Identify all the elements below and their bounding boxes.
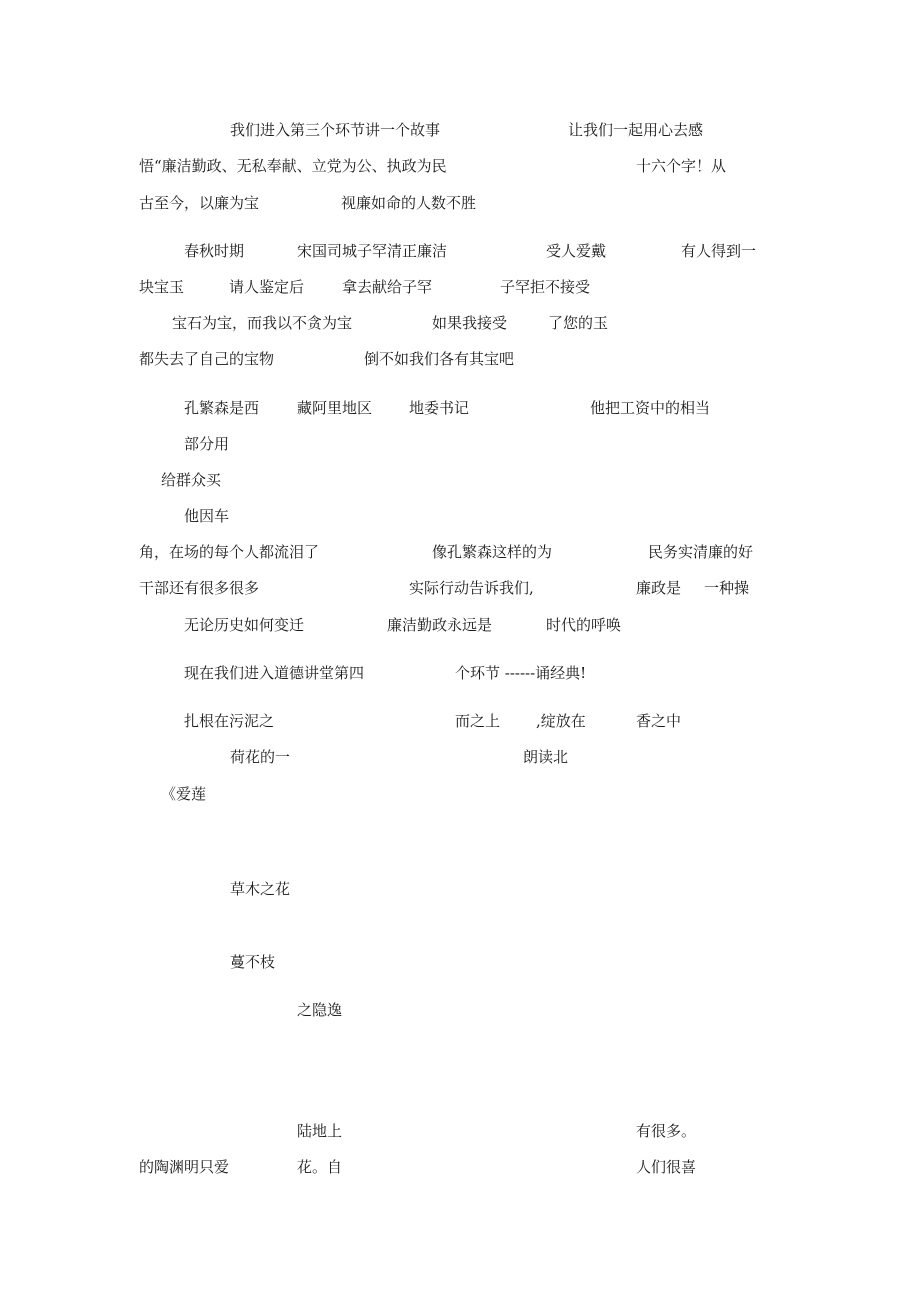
text-line: 蔓不枝 [230, 953, 276, 971]
text-line: 他把工资中的相当 [590, 399, 711, 417]
text-line: 香之中 [636, 712, 682, 730]
text-line: 了您的玉 [548, 314, 609, 332]
text-line: 廉洁勤政永远是 [387, 616, 493, 634]
text-line: 让我们一起用心去感 [568, 121, 704, 139]
text-line: 时代的呼唤 [546, 616, 622, 634]
text-line: 春秋时期 [184, 242, 245, 260]
text-line: 廉政是 [636, 579, 682, 597]
text-line: 草木之花 [230, 880, 291, 898]
text-line: 孔繁森是西 [184, 399, 260, 417]
text-line: 十六个字！从 [636, 157, 727, 175]
text-line: 他因车 [184, 507, 230, 525]
text-line: 宝石为宝，而我以不贪为宝 [172, 314, 353, 332]
text-line: 块宝玉 [139, 278, 185, 296]
text-line: 《爱莲 [161, 785, 207, 803]
text-line: 如果我接受 [432, 314, 508, 332]
text-line: 现在我们进入道德讲堂第四 [184, 664, 365, 682]
text-line: 请人鉴定后 [229, 278, 305, 296]
text-line: 花。自 [297, 1158, 343, 1176]
text-line: 民务实清廉的好 [648, 543, 754, 561]
text-line: 角，在场的每个人都流泪了 [139, 543, 320, 561]
text-line: 地委书记 [409, 399, 470, 417]
text-line: 古至今，以廉为宝 [139, 194, 260, 212]
text-line: 有人得到一 [681, 242, 757, 260]
text-line: 无论历史如何变迁 [184, 616, 305, 634]
text-line: 扎根在污泥之 [184, 712, 275, 730]
text-line: 拿去献给子罕 [342, 278, 433, 296]
text-line: 实际行动告诉我们, [409, 579, 534, 597]
text-line: ,绽放在 [536, 712, 586, 730]
text-line: 子罕拒不接受 [500, 278, 591, 296]
text-line: 给群众买 [161, 471, 222, 489]
text-line: 藏阿里地区 [297, 399, 373, 417]
text-line: 朗读北 [523, 748, 569, 766]
text-line: 都失去了自己的宝物 [139, 350, 275, 368]
text-line: 像孔繁森这样的为 [432, 543, 553, 561]
text-line: 之隐逸 [297, 1001, 343, 1019]
text-line: 陆地上 [297, 1122, 343, 1140]
text-line: 有很多。 [636, 1122, 697, 1140]
text-line: 受人爱戴 [546, 242, 607, 260]
text-line: 倒不如我们各有其宝吧 [364, 350, 515, 368]
text-line: 部分用 [184, 435, 230, 453]
text-line: 个环节 ------诵经典! [455, 664, 587, 682]
text-line: 的陶渊明只爱 [139, 1158, 230, 1176]
text-line: 而之上 [455, 712, 501, 730]
text-line: 视廉如命的人数不胜 [341, 194, 477, 212]
text-line: 悟“廉洁勤政、无私奉献、立党为公、执政为民 [139, 157, 447, 175]
text-line: 人们很喜 [636, 1158, 697, 1176]
text-line: 荷花的一 [230, 748, 291, 766]
text-line: 干部还有很多很多 [139, 579, 260, 597]
text-line: 我们进入第三个环节讲一个故事 [230, 121, 441, 139]
text-line: 宋国司城子罕清正廉洁 [297, 242, 448, 260]
text-line: 一种操 [704, 579, 750, 597]
